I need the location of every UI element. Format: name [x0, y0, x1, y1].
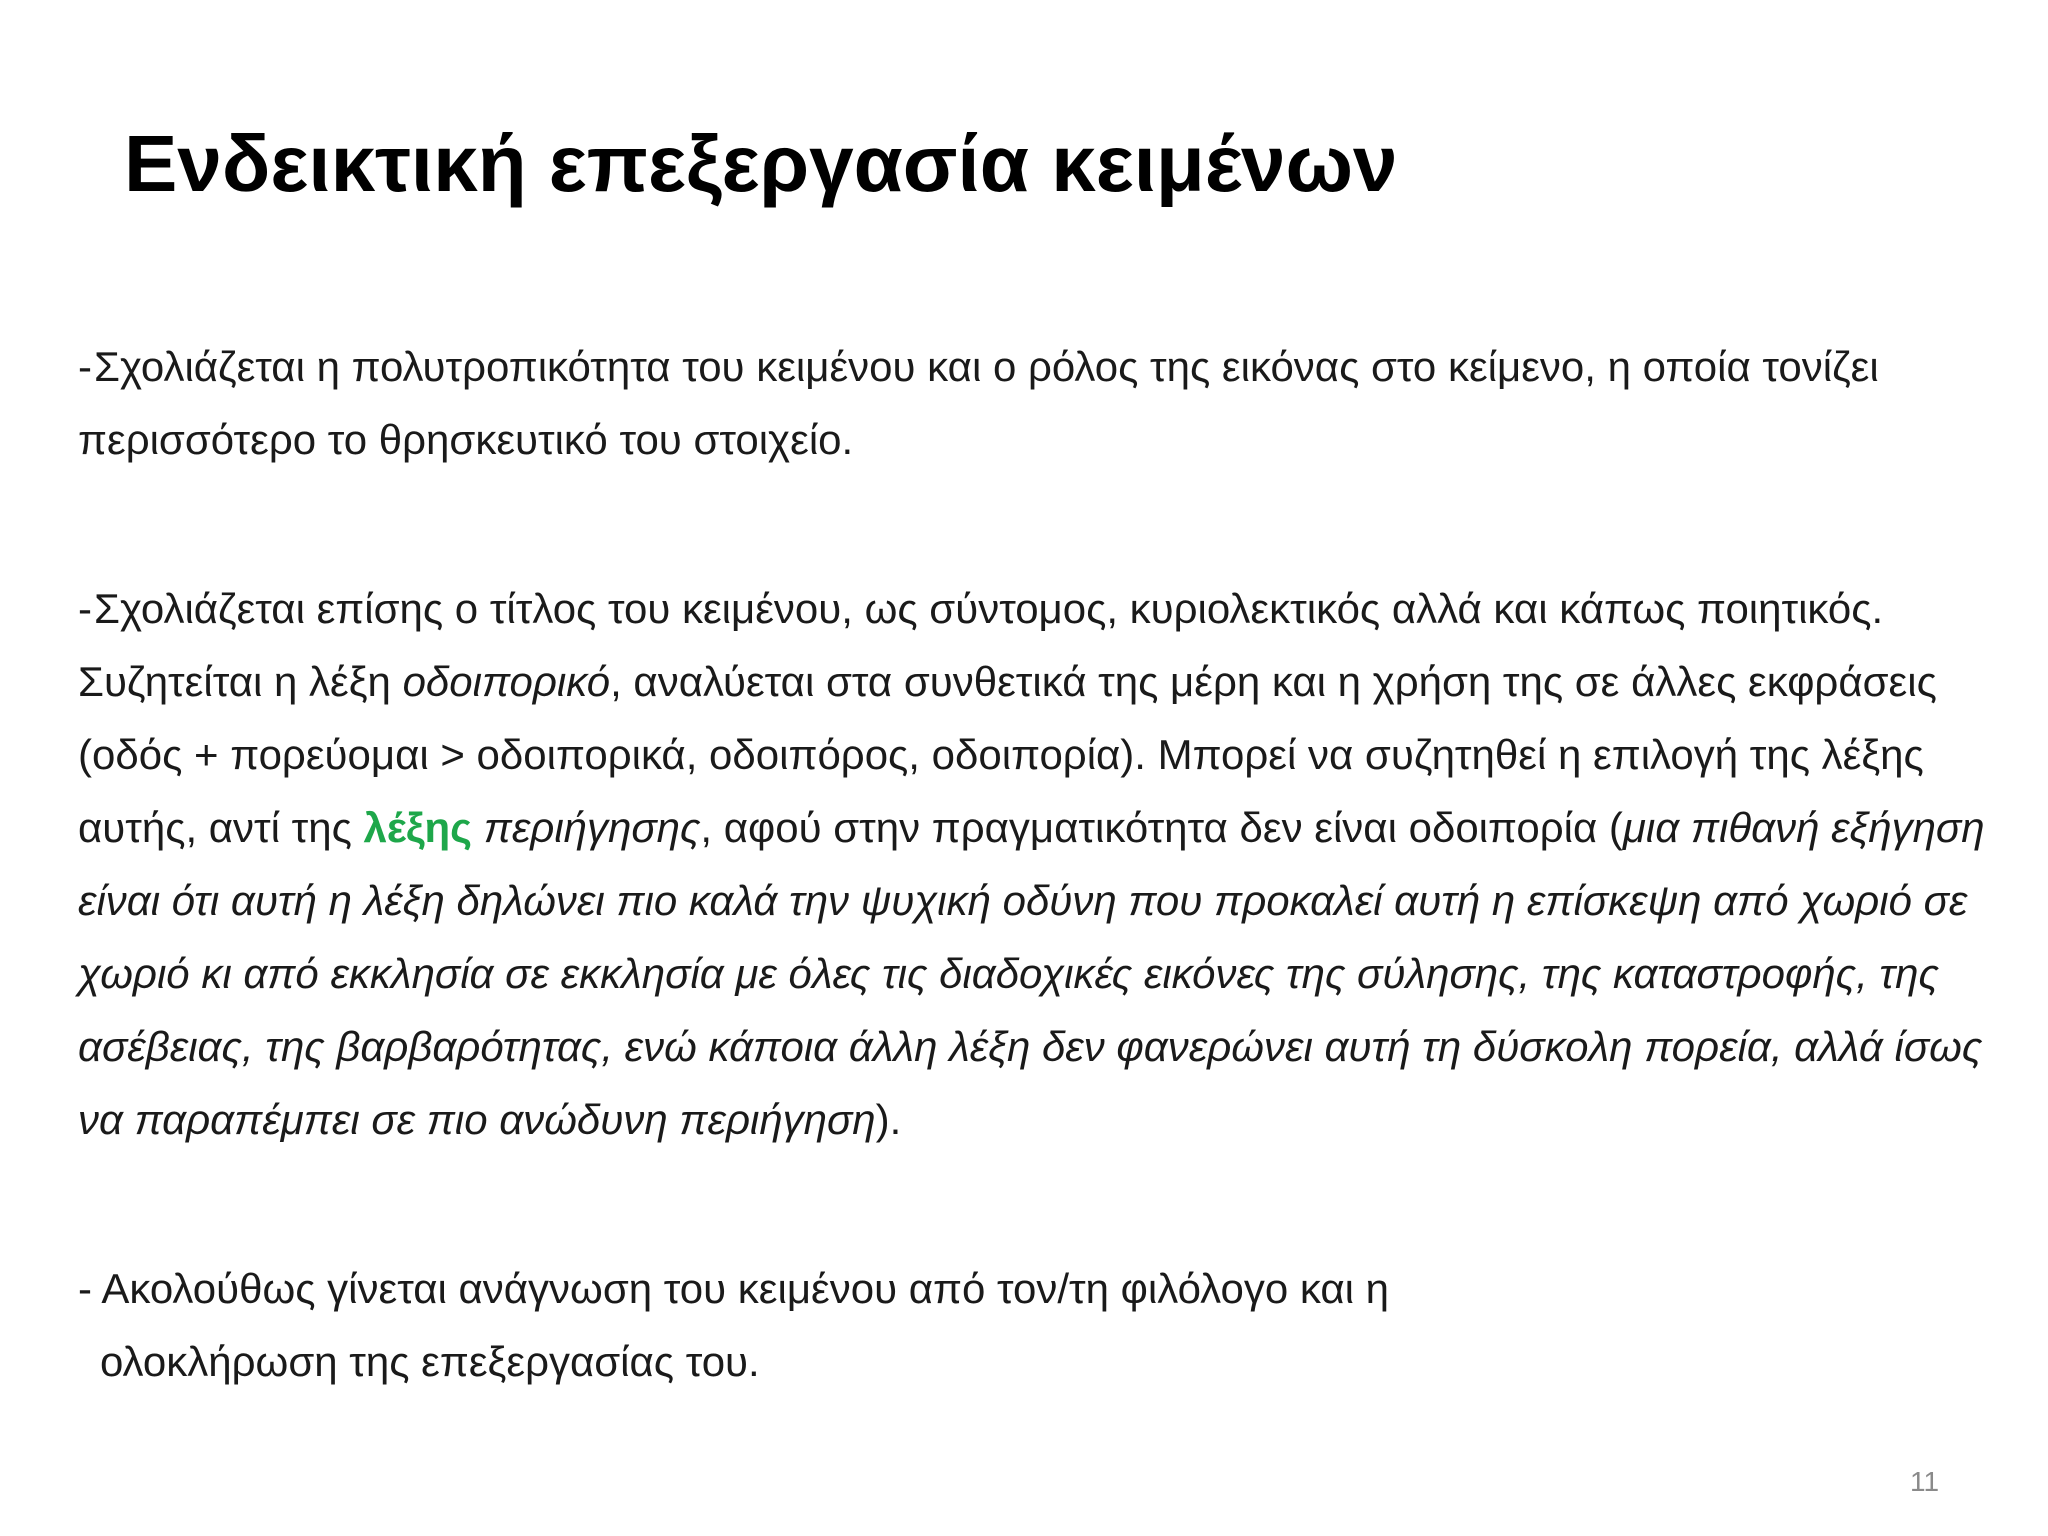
paragraph-2-segment	[472, 804, 484, 851]
paragraph-3-line-1: - Ακολούθως γίνεται ανάγνωση του κειμένου από τον/τη φιλόλογο και η	[78, 1265, 1390, 1312]
italic-term: οδοιπορικό	[402, 658, 611, 705]
slide-title: Ενδεικτική επεξεργασία κειμένων	[124, 119, 1398, 208]
highlighted-word: λέξης	[363, 804, 473, 851]
italic-term: περιήγησης	[483, 804, 701, 851]
paragraph-3-line-2: ολοκλήρωση της επεξεργασίας του.	[100, 1338, 760, 1385]
paragraph-3	[78, 1252, 2018, 1398]
slide-body	[78, 330, 2018, 1398]
paragraph-1	[78, 330, 2018, 476]
paragraph-2-segment: , αναλύεται στα συνθετικά της μέρη και η χρήση της σε άλλες εκφράσεις (οδός + πορεύομαι > οδοιπορικά, οδοιπόρος, οδοιπορία). Μπορεί να συζητηθεί η επιλογή της λέξης αυτής, αντί της	[78, 658, 1937, 851]
page-number: 11	[1910, 1466, 1940, 1497]
paragraph-1-text: Σχολιάζεται η πολυτροπικότητα του κειμένου και ο ρόλος της εικόνας στο κείμενο, η οποία τονίζει περισσότερο το θρησκευτικό του στοιχείο.	[78, 343, 1879, 463]
paragraph-2-segment: , αφού στην πραγματικότητα δεν είναι οδοιπορία (	[700, 804, 1623, 851]
bullet-dash: -	[78, 343, 92, 390]
paragraph-2	[78, 572, 2018, 1156]
bullet-dash: -	[78, 585, 92, 632]
paragraph-2-segment: ).	[875, 1096, 902, 1143]
italic-explanation: μια πιθανή εξήγηση είναι ότι αυτή η λέξη δηλώνει πιο καλά την ψυχική οδύνη που προκαλεί αυτή η επίσκεψη από χωριό σε χωριό κι από εκκλησία σε εκκλησία με όλες τις διαδοχικές εικόνες της σύλησης, της καταστροφής, της ασέβειας, της βαρβαρότητας, ενώ κάποια άλλη λέξη δεν φανερώνει αυτή τη δύσκολη πορεία, αλλά ίσως να παραπέμπει σε πιο ανώδυνη περιήγηση	[78, 804, 1985, 1143]
paragraph-2-segment: Σχολιάζεται επίσης ο τίτλος του κειμένου, ως σύντομος, κυριολεκτικός αλλά και κάπως ποιητικός. Συζητείται η λέξη	[78, 585, 1884, 705]
